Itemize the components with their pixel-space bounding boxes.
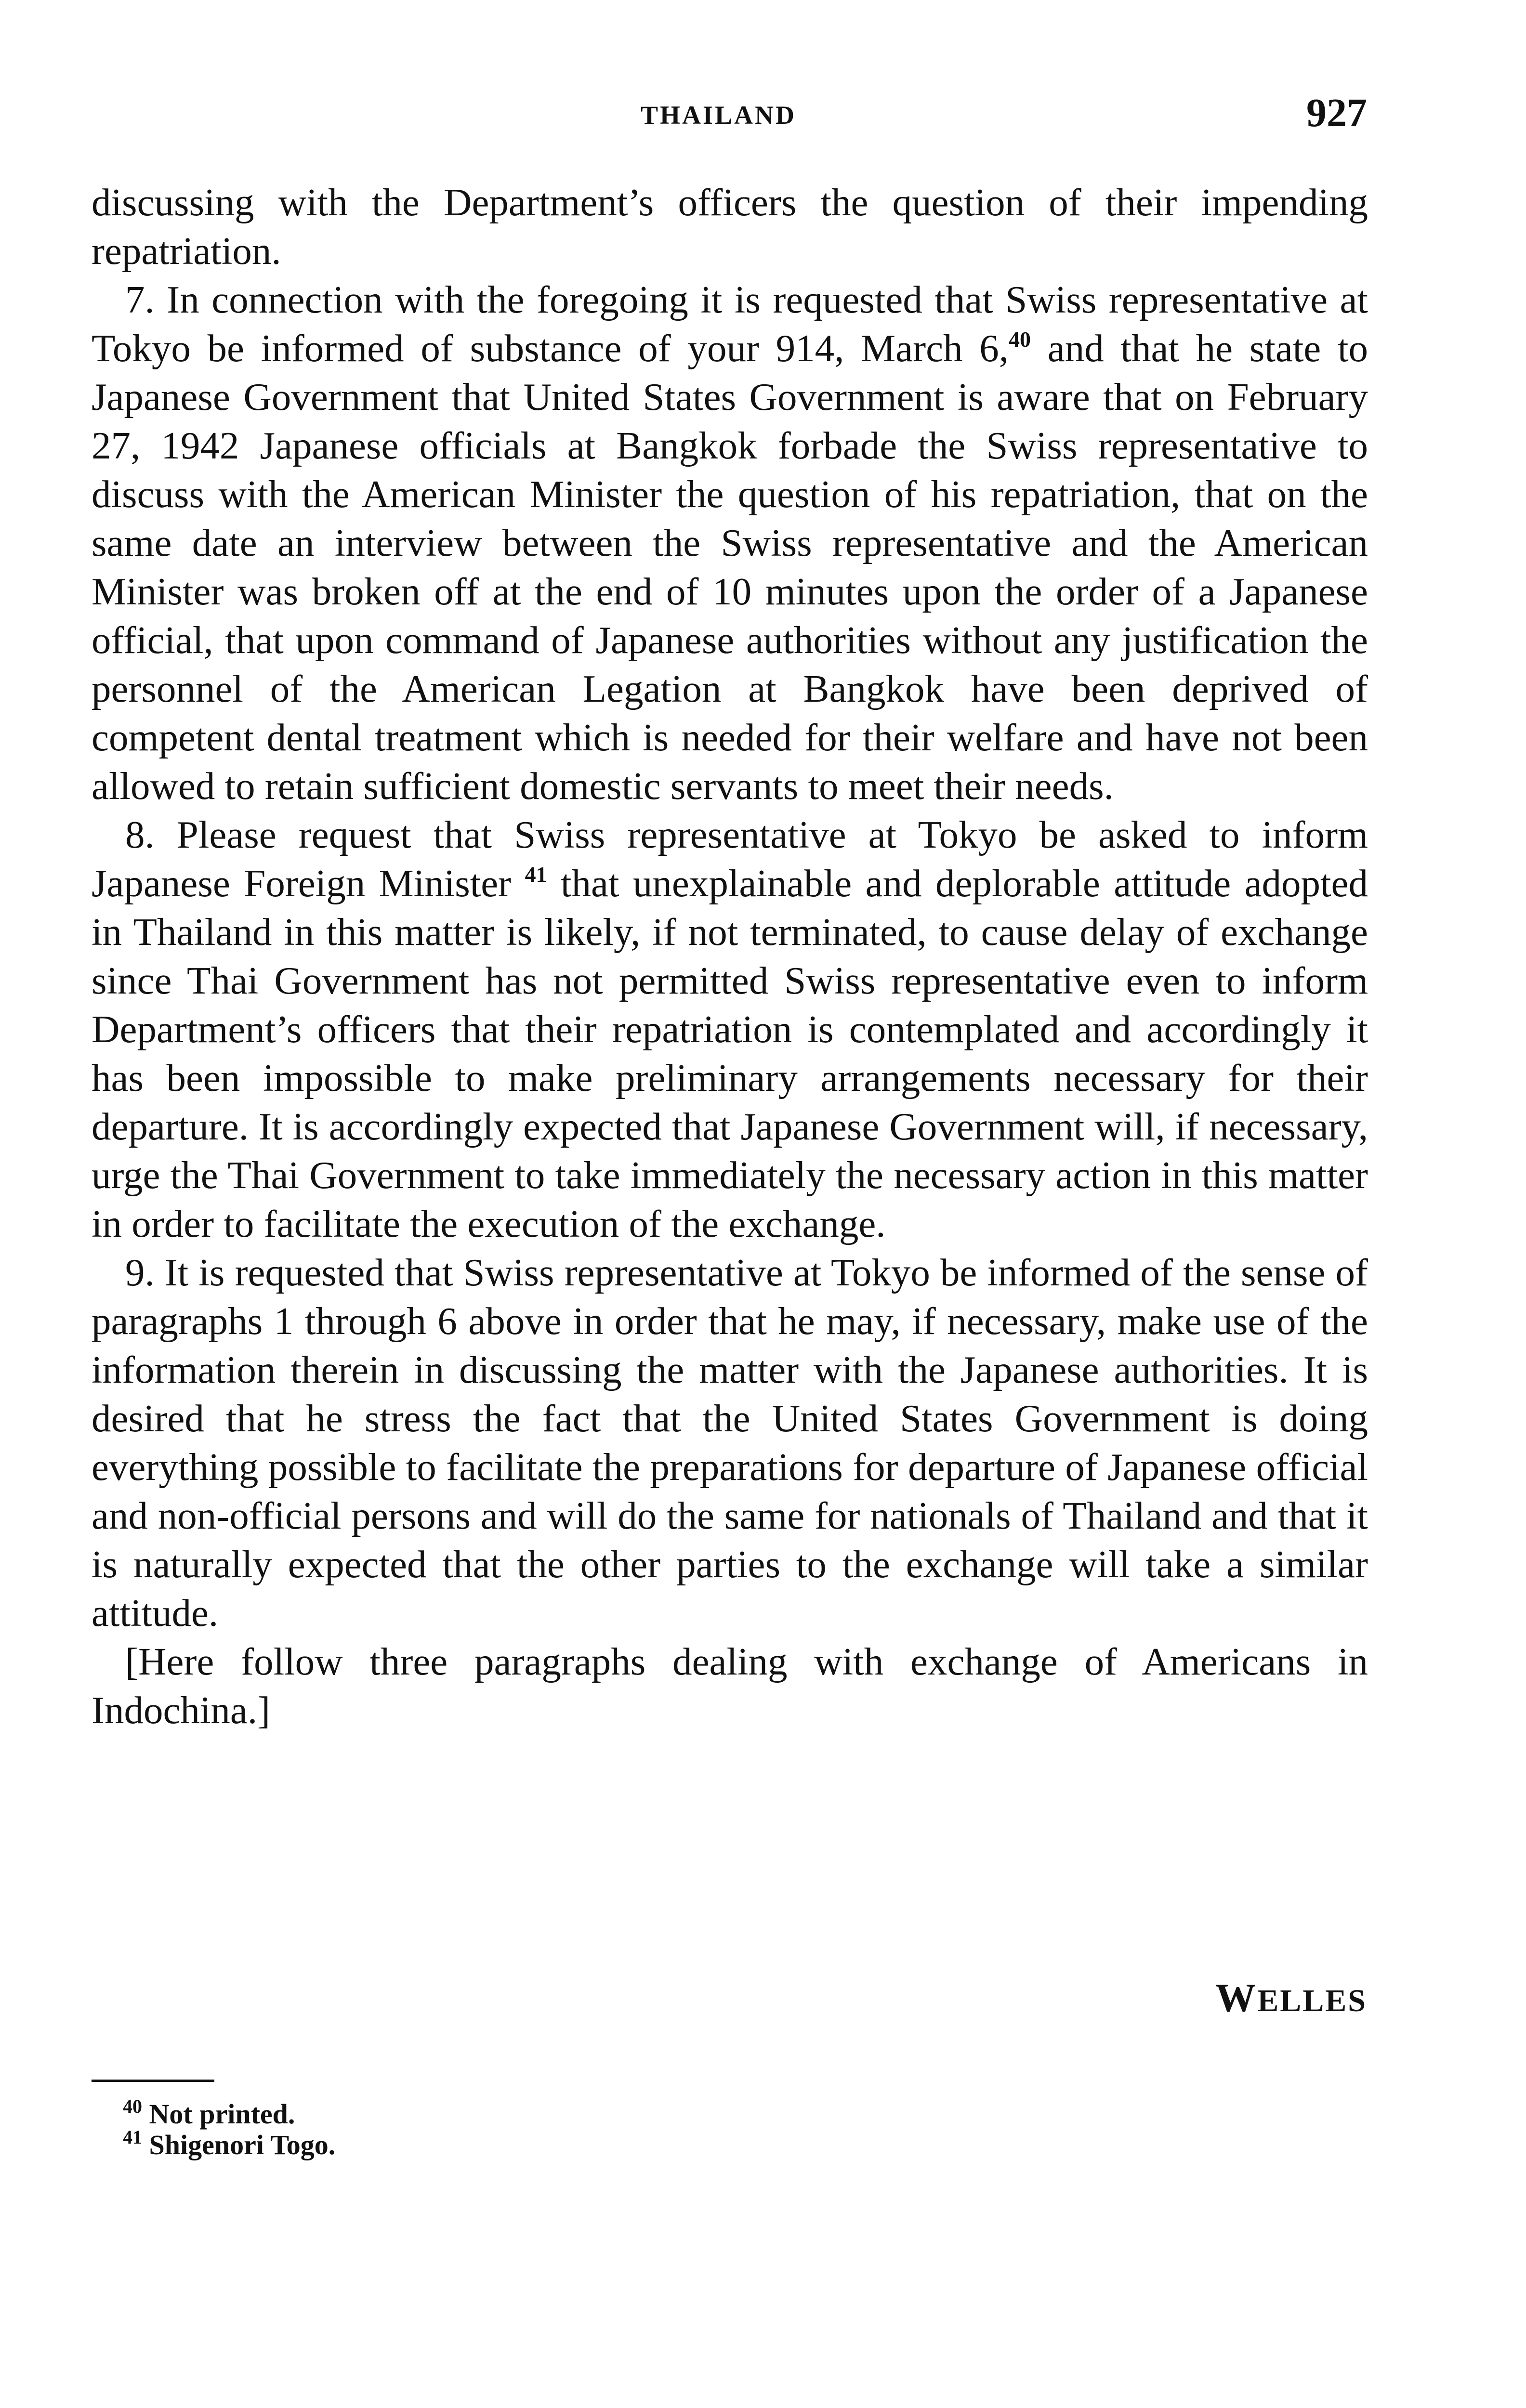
footnote-text: Shigenori Togo.: [149, 2129, 336, 2160]
footnote-text: Not printed.: [149, 2098, 295, 2130]
footnote-number: 40: [123, 2095, 142, 2117]
footnote-41: [123, 2126, 336, 2160]
paragraph-7: [92, 275, 1368, 811]
text-run: [Here follow three paragraphs dealing with exchange of Americans in Indochina.]: [92, 1640, 1368, 1732]
text-run: 7. In connection with the foregoing it is requested that Swiss representative at Tokyo be informed of substance of your 914, March 6,: [92, 278, 1368, 370]
body-text: [92, 178, 1368, 1735]
page-header: [0, 82, 1526, 149]
signature-initial: W: [1215, 1976, 1258, 2020]
text-run: that unexplainable and deplorable attitude adopted in Thailand in this matter is likely, if not terminated, to cause delay of exchange since Thai Government has not permitted Swiss representative even to inform Department’s officers that their repatriation is contemplated and accordingly it has been impossible to make preliminary arrangements necessary for their departure. It is accordingly expected that Japanese Government will, if necessary, urge the Thai Government to take immediately the necessary action in this matter in order to facilitate the execution of the exchange.: [92, 862, 1368, 1245]
footnotes: [123, 2095, 336, 2160]
text-run: and that he state to Japanese Government that United States Government is aware that on February 27, 1942 Japanese officials at Bangkok forbade the Swiss representative to discuss with the American Minister the question of his repatriation, that on the same date an interview between the Swiss representative and the American Minister was broken off at the end of 10 minutes upon the order of a Japanese official, that upon command of Japanese authorities without any justification the personnel of the American Legation at Bangkok have been deprived of competent dental treatment which is needed for their welfare and have not been allowed to retain sufficient domestic servants to meet their needs.: [92, 327, 1368, 808]
footnote-40: [123, 2095, 335, 2130]
footnote-divider: [92, 2080, 214, 2082]
footnote-number: 41: [123, 2126, 142, 2148]
signature: [1215, 1975, 1367, 2021]
running-title: THAILAND: [641, 101, 797, 130]
text-run: 9. It is requested that Swiss representative at Tokyo be informed of the sense of paragraphs 1 through 6 above in order that he may, if necessary, make use of the information therein in discussing the matter with the Japanese authorities. It is desired that he stress the fact that the United States Government is doing everything possible to facilitate the preparations for departure of Japanese official and non-official persons and will do the same for nationals of Thailand and that it is naturally expected that the other parties to the exchange will take a similar attitude.: [92, 1251, 1368, 1635]
signature-rest: ELLES: [1257, 1983, 1367, 2018]
text-run: 8. Please request that Swiss representative at Tokyo be asked to inform Japanese Foreign Minister: [92, 813, 1368, 905]
page-number: 927: [1306, 91, 1367, 135]
paragraph-continued: [92, 178, 1368, 275]
footnote-ref-41: 41: [525, 862, 547, 887]
footnote-ref-40: 40: [1009, 327, 1031, 352]
editorial-note: [92, 1637, 1368, 1735]
paragraph-8: [92, 811, 1368, 1248]
paragraph-9: [92, 1248, 1368, 1637]
text-run: discussing with the Department’s officers the question of their impending repatriation.: [92, 181, 1368, 273]
